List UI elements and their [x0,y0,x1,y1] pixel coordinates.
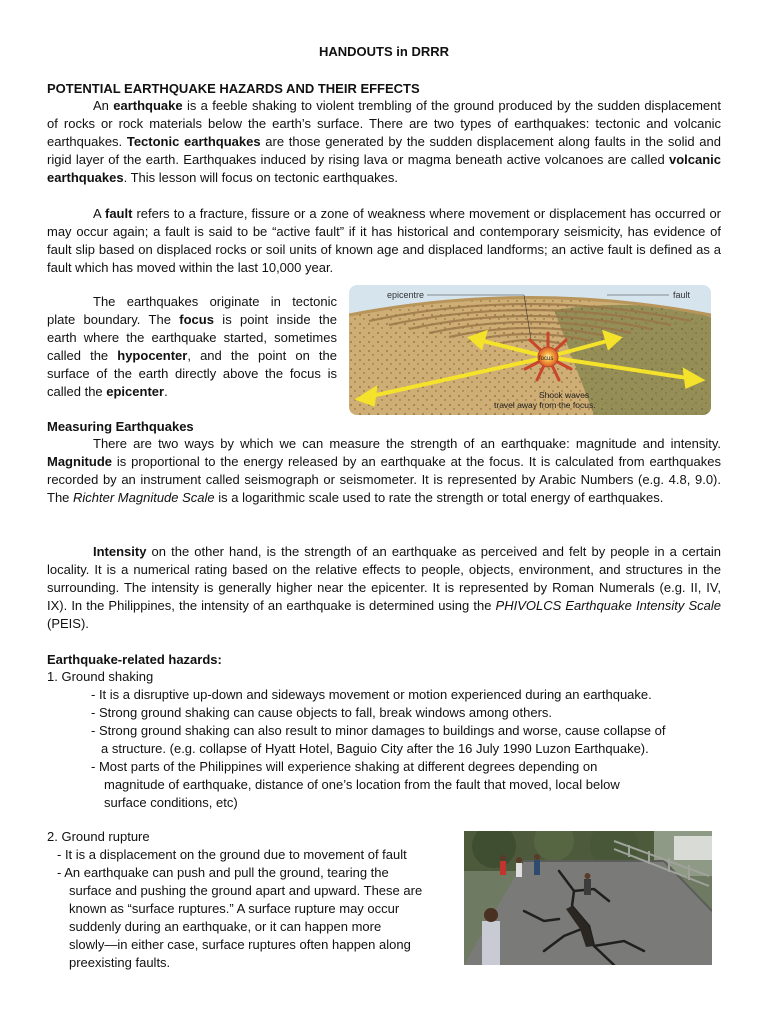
list-item: magnitude of earthquake, distance of one’s location from the fault that moved, local below [104,777,620,792]
list-item: known as “surface ruptures.” A surface rupture may occur [69,901,400,916]
list-item: - An earthquake can push and pull the ground, tearing the [57,865,389,880]
list-item: surface conditions, etc) [104,795,238,810]
paragraph-magnitude: There are two ways by which we can measure the strength of an earthquake: magnitude and intensity. Magnitude is proportional to the energy released by an earthquake at the focus. It is calculated from earthquakes recorded by an instrument called seismograph or seismometer. It is represented by Arabic Numbers (e.g. 4.8, 9.0). The Richter Magnitude Scale is a logarithmic scale used to rate the strength or total energy of earthquakes. [47,436,721,505]
caption-line-2: travel away from the focus. [494,400,596,410]
list-item: preexisting faults. [69,955,171,970]
ground-rupture-bullets [47,846,457,972]
caption-line-1: Shock waves [539,390,590,400]
section-heading-measuring: Measuring Earthquakes [47,419,194,434]
page-title: HANDOUTS in DRRR [319,44,449,59]
paragraph-fault-definition: A fault refers to a fracture, fissure or a zone of weakness where movement or displacement has occurred or may occur again; a fault is said to be “active fault” if it has historical and contemporary seismicity, has evidence of fault slip based on displaced rocks or soil units of known age and displaced landforms; an active fault is defined as a fault which has moved within the last 10,000 year. [47,206,721,275]
item-ground-rupture-title: 2. Ground rupture [47,829,150,844]
item-ground-shaking-title: 1. Ground shaking [47,669,154,684]
list-item: - Strong ground shaking can cause objects to fall, break windows among others. [91,705,553,720]
paragraph-earthquake-definition: An earthquake is a feeble shaking to violent trembling of the ground produced by the sudden displacement of rocks or rock materials below the earth’s surface. There are two types of earthquakes: tectonic and volcanic earthquakes. Tectonic earthquakes are those generated by the sudden displacement along faults in the solid and rigid layer of the earth. Earthquakes induced by rising lava or magma beneath active volcanoes are called volcanic earthquakes. This lesson will focus on tectonic earthquakes. [47,98,721,185]
ground-rupture-photo [464,831,712,965]
list-item: slowly—in either case, surface ruptures often happen along [69,937,411,952]
list-item: - It is a disruptive up-down and sideways movement or motion experienced during an earthquake. [91,687,652,702]
paragraph-focus-epicenter: The earthquakes originate in tectonic plate boundary. The focus is point inside the earth where the earthquake started, sometimes called the hypocenter, and the point on the surface of the earth directly above the focus is called the epicenter. [47,294,337,399]
list-item: surface and pushing the ground apart and upward. These are [69,883,423,898]
list-item: - It is a displacement on the ground due to movement of fault [57,847,407,862]
label-fault: fault [673,290,691,300]
paragraph-intensity: Intensity on the other hand, is the strength of an earthquake as perceived and felt by people in a certain locality. It is a numerical rating based on the relative effects to people, objects, environment, and structures in the surrounding. The intensity is generally higher near the epicenter. It is represented by Roman Numerals (e.g. II, IV, IX). In the Philippines, the intensity of an earthquake is determined using the PHIVOLCS Earthquake Intensity Scale (PEIS). [47,544,721,631]
label-focus: focus [539,356,554,362]
section-heading-hazards-list: Earthquake-related hazards: [47,652,222,667]
ground-shaking-bullets [47,686,721,812]
section-heading-hazards: POTENTIAL EARTHQUAKE HAZARDS AND THEIR EFFECTS [47,81,420,96]
list-item: a structure. (e.g. collapse of Hyatt Hotel, Baguio City after the 16 July 1990 Luzon Earthquake). [101,741,649,756]
label-epicentre: epicentre [387,290,425,300]
list-item: - Most parts of the Philippines will experience shaking at different degrees depending on [91,759,598,774]
earthquake-focus-diagram [349,285,711,415]
list-item: suddenly during an earthquake, or it can happen more [69,919,382,934]
list-item: - Strong ground shaking can also result to minor damages to buildings and worse, cause collapse of [91,723,666,738]
